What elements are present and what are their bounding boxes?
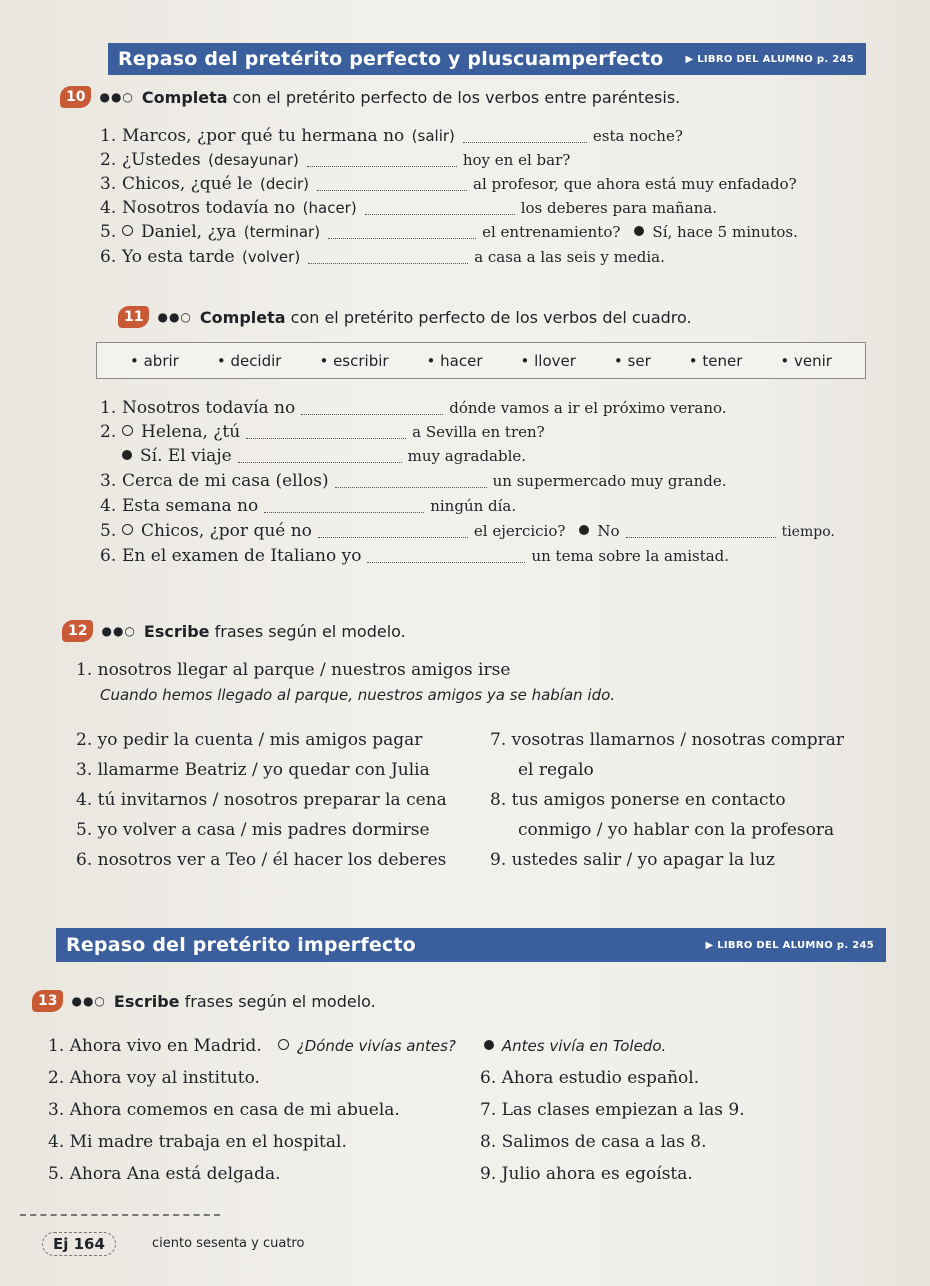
word-item: • tener: [689, 352, 743, 370]
answer-blank[interactable]: [307, 153, 457, 167]
difficulty-dots: ●●○: [99, 90, 134, 104]
page-footer: [20, 1210, 910, 1270]
instruction-verb: Completa: [141, 87, 228, 107]
instruction-text: frases según el modelo.: [184, 991, 376, 1011]
ex12-right-7: 7. vosotras llamarnos / nosotras comprar: [490, 730, 844, 750]
ex10-item-6: 6. Yo esta tarde (volver) a casa a las seis y media.: [100, 247, 665, 267]
answer-blank[interactable]: [264, 499, 424, 513]
ex12-right-7b: el regalo: [518, 760, 594, 780]
section-header-imperfecto: [56, 928, 886, 962]
exercise-13-header: [32, 990, 376, 1012]
exercise-number: 13: [32, 990, 63, 1012]
answer-blank[interactable]: [367, 549, 525, 563]
difficulty-dots: ●●○: [101, 624, 136, 638]
ex10-item-3: 3. Chicos, ¿qué le (decir) al profesor, que ahora está muy enfadado?: [100, 174, 797, 194]
section-header-perfecto: [108, 43, 866, 75]
ex13-right-8: 8. Salimos de casa a las 8.: [480, 1132, 707, 1152]
answer-blank[interactable]: [463, 129, 587, 143]
page-number-text: ciento sesenta y cuatro: [152, 1236, 305, 1251]
instruction-text: con el pretérito perfecto de los verbos del cuadro.: [290, 307, 692, 327]
exercise-12-header: [62, 620, 406, 642]
ex12-left-6: 6. nosotros ver a Teo / él hacer los deberes: [76, 850, 447, 870]
ex10-item-2: 2. ¿Ustedes (desayunar) hoy en el bar?: [100, 150, 571, 170]
word-item: • escribir: [319, 352, 388, 370]
ex13-right-9: 9. Julio ahora es egoísta.: [480, 1164, 693, 1184]
answer-blank[interactable]: [238, 449, 402, 463]
ex13-left-5: 5. Ahora Ana está delgada.: [48, 1164, 281, 1184]
section-title: Repaso del pretérito imperfecto: [66, 934, 416, 956]
ex12-left-3: 3. llamarme Beatriz / yo quedar con Julia: [76, 760, 430, 780]
exercise-11-header: [118, 306, 692, 328]
ex12-right-8b: conmigo / yo hablar con la profesora: [518, 820, 835, 840]
ex11-item-5: 5. Chicos, ¿por qué no el ejercicio? No tiempo.: [100, 521, 835, 541]
instruction-text: con el pretérito perfecto de los verbos entre paréntesis.: [232, 87, 681, 107]
footer-divider: [20, 1214, 220, 1216]
answer-blank[interactable]: [335, 474, 487, 488]
ex12-left-4: 4. tú invitarnos / nosotros preparar la cena: [76, 790, 447, 810]
difficulty-dots: ●●○: [157, 310, 192, 324]
ex13-right-6: 6. Ahora estudio español.: [480, 1068, 700, 1088]
speaker-b-marker: [484, 1040, 494, 1050]
answer-blank[interactable]: [626, 524, 776, 538]
speaker-b-marker: [122, 450, 132, 460]
instruction-verb: Escribe: [113, 991, 180, 1011]
section-title: Repaso del pretérito perfecto y pluscuamperfecto: [118, 48, 664, 70]
answer-blank[interactable]: [318, 524, 468, 538]
speaker-a-marker: [278, 1039, 289, 1050]
ex12-right-8: 8. tus amigos ponerse en contacto: [490, 790, 786, 810]
answer-blank[interactable]: [328, 225, 476, 239]
ex10-item-5: 5. Daniel, ¿ya (terminar) el entrenamiento? Sí, hace 5 minutos.: [100, 222, 798, 242]
ex13-left-2: 2. Ahora voy al instituto.: [48, 1068, 260, 1088]
word-item: • decidir: [217, 352, 282, 370]
answer-blank[interactable]: [317, 177, 467, 191]
ex10-item-4: 4. Nosotros todavía no (hacer) los deberes para mañana.: [100, 198, 718, 218]
ex10-item-1: 1. Marcos, ¿por qué tu hermana no (salir) esta noche?: [100, 126, 683, 146]
exercise-number: 10: [60, 86, 91, 108]
ex12-left-5: 5. yo volver a casa / mis padres dormirse: [76, 820, 430, 840]
ex11-item-2: 2. Helena, ¿tú a Sevilla en tren?: [100, 422, 545, 442]
answer-blank[interactable]: [301, 401, 443, 415]
ex13-left-3: 3. Ahora comemos en casa de mi abuela.: [48, 1100, 400, 1120]
difficulty-dots: ●●○: [71, 994, 106, 1008]
ex12-left-2: 2. yo pedir la cuenta / mis amigos pagar: [76, 730, 423, 750]
answer-blank[interactable]: [246, 425, 406, 439]
answer-blank[interactable]: [365, 201, 515, 215]
speaker-a-marker: [122, 225, 133, 236]
speaker-a-marker: [122, 425, 133, 436]
word-item: • ser: [614, 352, 651, 370]
answer-blank[interactable]: [308, 250, 468, 264]
ex11-item-2b: Sí. El viaje muy agradable.: [122, 446, 526, 466]
speaker-b-marker: [579, 525, 589, 535]
instruction-verb: Completa: [199, 307, 286, 327]
ex12-right-9: 9. ustedes salir / yo apagar la luz: [490, 850, 775, 870]
exercise-number: 12: [62, 620, 93, 642]
ex11-item-4: 4. Esta semana no ningún día.: [100, 496, 517, 516]
page-number-badge: Ej 164: [42, 1232, 116, 1256]
speaker-a-marker: [122, 524, 133, 535]
word-item: • llover: [521, 352, 576, 370]
ex11-item-3: 3. Cerca de mi casa (ellos) un supermercado muy grande.: [100, 471, 727, 491]
ex12-model-prompt: 1. nosotros llegar al parque / nuestros amigos irse: [76, 660, 511, 680]
word-item: • abrir: [130, 352, 179, 370]
speaker-b-marker: [634, 226, 644, 236]
exercise-number: 11: [118, 306, 149, 328]
ex11-item-6: 6. En el examen de Italiano yo un tema sobre la amistad.: [100, 546, 730, 566]
instruction-text: frases según el modelo.: [214, 621, 406, 641]
verb-word-box: [96, 342, 866, 379]
ex13-right-7: 7. Las clases empiezan a las 9.: [480, 1100, 745, 1120]
word-item: • hacer: [427, 352, 483, 370]
ex13-model: 1. Ahora vivo en Madrid. ¿Dónde vivías antes? Antes vivía en Toledo.: [48, 1036, 667, 1056]
ex13-left-4: 4. Mi madre trabaja en el hospital.: [48, 1132, 347, 1152]
ex11-item-1: 1. Nosotros todavía no dónde vamos a ir el próximo verano.: [100, 398, 727, 418]
exercise-10-header: [60, 86, 680, 108]
section-reference: ▶ LIBRO DEL ALUMNO p. 245: [685, 53, 854, 65]
section-reference: ▶ LIBRO DEL ALUMNO p. 245: [705, 939, 874, 951]
ex12-model-answer: Cuando hemos llegado al parque, nuestros amigos ya se habían ido.: [100, 686, 616, 704]
instruction-verb: Escribe: [143, 621, 210, 641]
word-item: • venir: [780, 352, 832, 370]
